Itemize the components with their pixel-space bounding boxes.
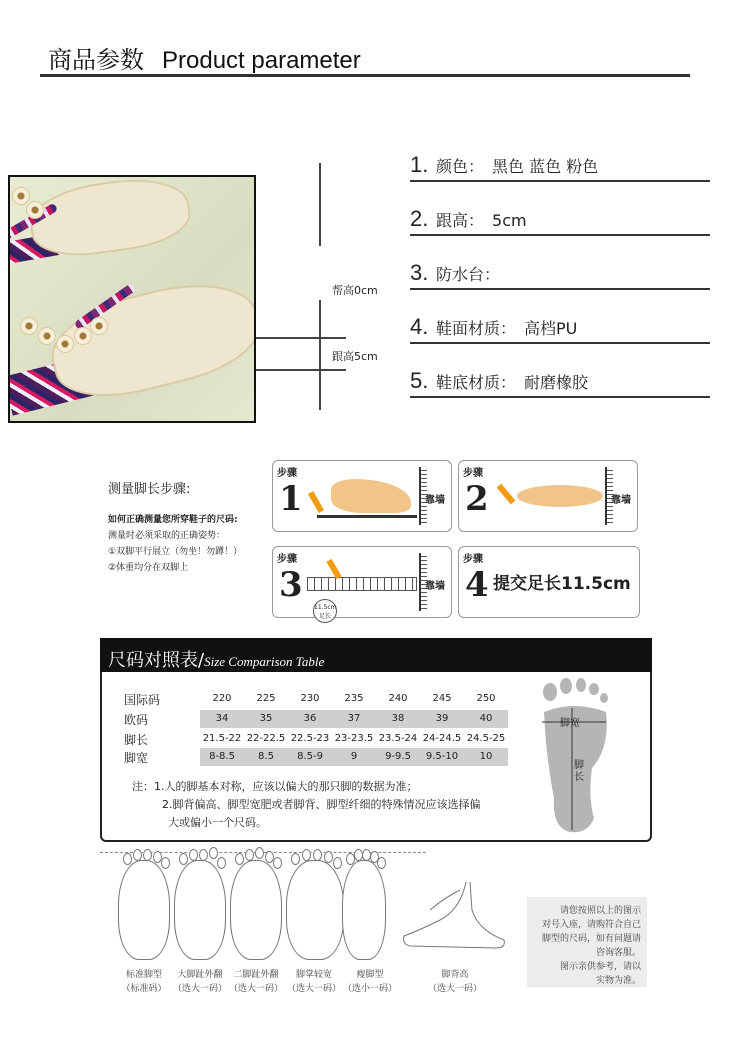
heel-height-label: 跟高5cm <box>332 350 378 363</box>
measure-line-upper <box>319 163 321 246</box>
flower <box>74 327 92 345</box>
title-en: Product parameter <box>162 47 361 74</box>
foot-type-label: 瘦脚型 （选小一码） <box>342 970 397 994</box>
upper-height-label: 帮高0cm <box>332 284 378 297</box>
heel-top-line <box>256 337 346 339</box>
foot-type-slim <box>342 860 386 960</box>
pencil-icon <box>497 484 516 505</box>
foot-type-label: 脚掌较宽 （选大一码） <box>286 970 341 994</box>
foot-side-icon <box>331 479 411 513</box>
sole-back <box>26 175 194 263</box>
flower <box>12 187 30 205</box>
floor-line <box>317 515 417 518</box>
size-table-header: 尺码对照表/Size Comparison Table <box>100 638 652 672</box>
param-platform: 3. 防水台： <box>410 260 710 290</box>
foot-type-hallux-valgus <box>174 860 226 960</box>
header-divider <box>40 74 690 77</box>
measure-line-lower <box>319 300 321 410</box>
foot-top-icon <box>517 485 603 507</box>
ruler-zoom: 11.5cm 足长 <box>313 599 337 623</box>
steps-title: 测量脚长步骤: <box>108 482 191 497</box>
step-2-box: 步骤 2 靠墙 <box>458 460 638 532</box>
ruler-icon <box>307 577 417 591</box>
param-upper-material: 4. 鞋面材质： 高档PU <box>410 314 710 344</box>
instep-label: 脚背高 （选大一码） <box>427 970 482 994</box>
title-cn: 商品参数 <box>48 46 144 74</box>
pencil-icon <box>308 491 324 513</box>
howto-text: 如何正确测量您所穿鞋子的尺码: 测量时必须采取的正确姿势： ①双脚平行展立（勿坐！勿蹲！） ②体重均分在双脚上 <box>108 515 243 573</box>
foot-type-label: 大脚趾外翻 （选大一码） <box>172 970 227 994</box>
step-4-text: 提交足长11.5cm <box>493 574 631 594</box>
flower <box>38 327 56 345</box>
page-title <box>48 40 361 75</box>
foot-type-second-toe <box>230 860 282 960</box>
footprint-icon <box>536 678 612 834</box>
flower <box>56 335 74 353</box>
foot-length-label: 脚长 <box>574 760 584 783</box>
param-color: 1. 颜色： 黑色 蓝色 粉色 <box>410 152 710 182</box>
foot-type-wide <box>286 860 344 960</box>
step-3-box: 步骤 3 11.5cm 足长 靠墙 <box>272 546 452 618</box>
size-notes: 注：1.人的脚基本对称，应该以偏大的那只脚的数据为准； 2.脚背偏高、脚型宽肥或者脚背、脚型纤细的特殊情况应该选择偏 大或偏小一个尺码。 <box>132 780 481 829</box>
reference-note: 请您按照以上的图示 对号入座，请购符合自己 脚型的尺码，如有问题请 咨询客服。 图示亲供参考，请以 实物为准。 <box>527 897 647 987</box>
foot-type-label: 标准脚型 （标准码） <box>121 970 167 994</box>
param-heel-height: 2. 跟高： 5cm <box>410 206 710 236</box>
foot-type-standard <box>118 860 170 960</box>
step-1-box: 步骤 1 靠墙 <box>272 460 452 532</box>
step-4-box: 步骤 4 提交足长11.5cm <box>458 546 640 618</box>
flower <box>20 317 38 335</box>
flower <box>90 317 108 335</box>
foot-width-label: 脚宽 <box>560 718 580 729</box>
high-instep-foot-icon <box>400 880 510 950</box>
heel-bottom-line <box>256 369 346 371</box>
flower <box>26 201 44 219</box>
foot-type-label: 二脚趾外翻 （选大一码） <box>228 970 283 994</box>
param-sole-material: 5. 鞋底材质： 耐磨橡胶 <box>410 368 710 398</box>
product-photo <box>8 175 256 423</box>
